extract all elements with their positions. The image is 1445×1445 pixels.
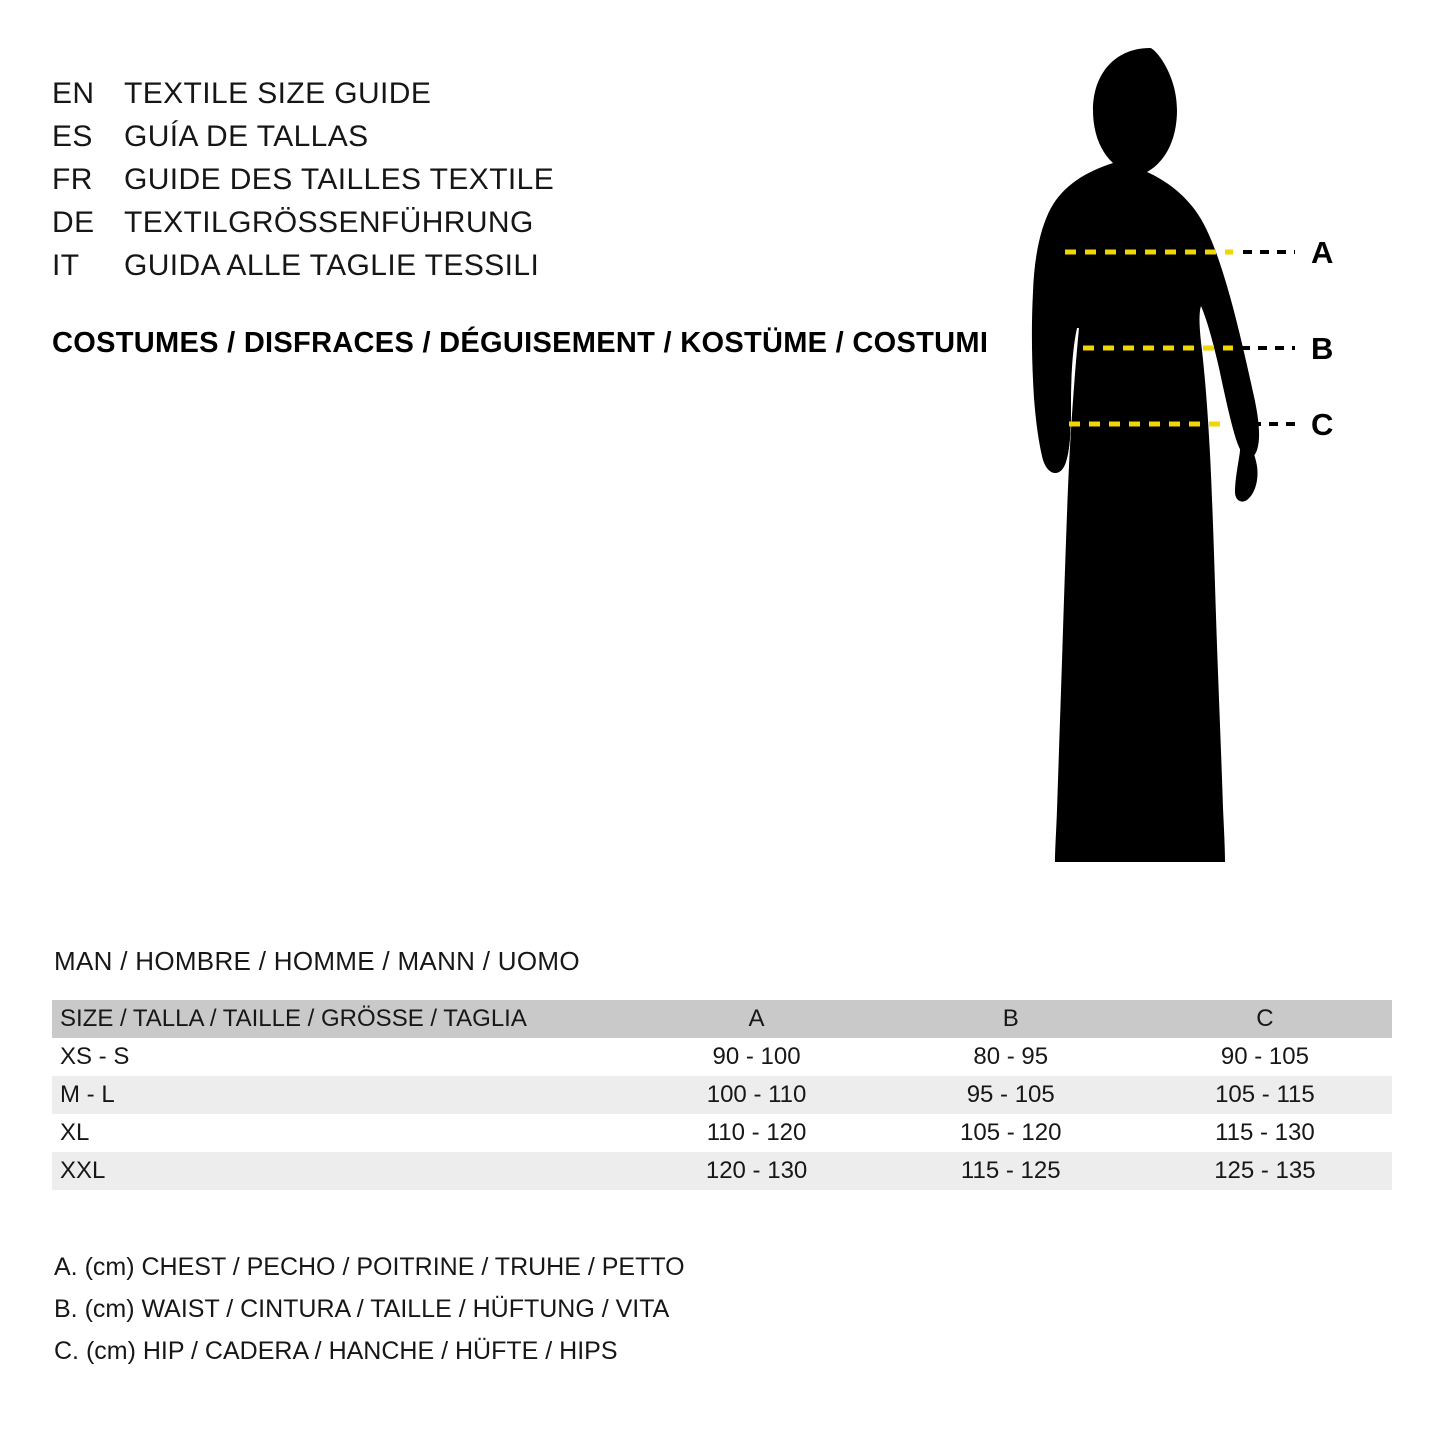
language-row-de [52,201,952,244]
label-c-text: C [1311,407,1334,442]
language-text-es: GUÍA DE TALLAS [124,120,369,153]
legend-line-c: C. (cm) HIP / CADERA / HANCHE / HÜFTE / HIPS [54,1337,618,1365]
cell-waist: 105 - 120 [960,1119,1062,1146]
column-header-a: A [629,1000,883,1038]
column-header-c: C [1138,1000,1392,1038]
label-b-text: B [1311,331,1334,366]
cell-hip: 115 - 130 [1215,1119,1315,1146]
cell-hip: 90 - 105 [1220,1043,1309,1070]
language-row-en [52,72,952,115]
silhouette-shape [1032,48,1259,862]
language-row-es [52,115,952,158]
language-row-it [52,244,952,287]
cell-size: M - L [60,1081,115,1108]
cell-hip: 125 - 135 [1214,1157,1316,1184]
cell-hip: 105 - 115 [1215,1081,1315,1108]
table-row [52,1152,1392,1190]
language-text-de: TEXTILGRÖSSENFÜHRUNG [124,206,534,239]
cell-chest: 110 - 120 [706,1119,807,1146]
cell-size: XXL [60,1157,106,1184]
cell-size: XL [60,1119,90,1146]
cell-waist: 95 - 105 [966,1081,1055,1108]
column-header-b: B [884,1000,1138,1038]
language-row-fr [52,158,952,201]
column-header-size: SIZE / TALLA / TAILLE / GRÖSSE / TAGLIA [52,1000,629,1038]
language-list [52,72,952,287]
cell-chest: 120 - 130 [705,1157,808,1184]
language-text-it: GUIDA ALLE TAGLIE TESSILI [124,249,540,282]
cell-waist: 80 - 95 [973,1043,1049,1070]
label-a-text: A [1311,235,1334,270]
cell-chest: 90 - 100 [712,1043,801,1070]
language-code-fr: FR [52,163,93,196]
language-code-es: ES [52,120,93,153]
cell-size: XS - S [60,1043,130,1070]
language-code-de: DE [52,206,95,239]
table-header-row [52,1000,1392,1038]
size-table [52,1000,1392,1190]
measurement-legend [54,1246,685,1372]
legend-line-b: B. (cm) WAIST / CINTURA / TAILLE / HÜFTUNG / VITA [54,1295,670,1323]
cell-chest: 100 - 110 [706,1081,807,1108]
costumes-subtitle: COSTUMES / DISFRACES / DÉGUISEMENT / KOSTÜME / COSTUMI [52,327,989,359]
table-title: MAN / HOMBRE / HOMME / MANN / UOMO [54,946,580,976]
legend-line-a: A. (cm) CHEST / PECHO / POITRINE / TRUHE / PETTO [54,1253,685,1281]
language-text-fr: GUIDE DES TAILLES TEXTILE [124,163,555,196]
language-code-it: IT [52,249,80,282]
table-row [52,1038,1392,1076]
table-row [52,1114,1392,1152]
table-row [52,1076,1392,1114]
figure-illustration [955,30,1375,910]
language-code-en: EN [52,77,95,110]
cell-waist: 115 - 125 [960,1157,1061,1184]
language-text-en: TEXTILE SIZE GUIDE [124,77,432,110]
